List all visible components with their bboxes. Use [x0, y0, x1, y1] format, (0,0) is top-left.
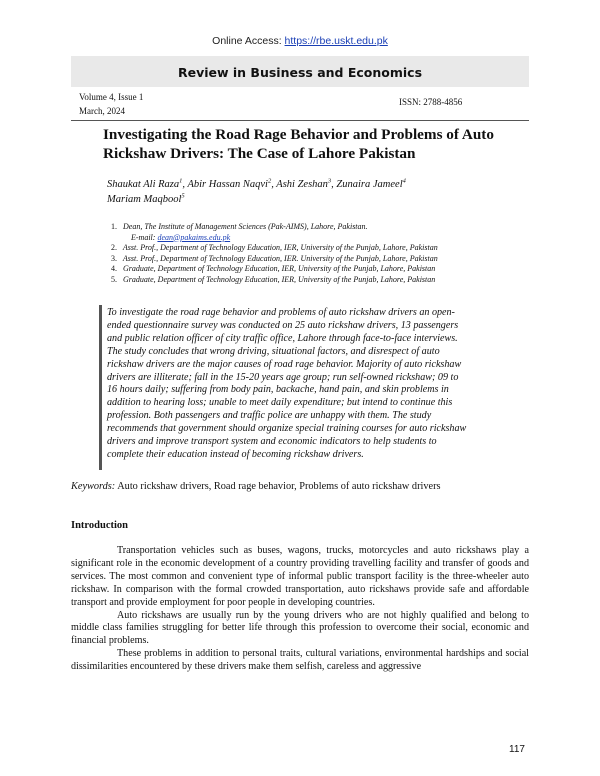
author-sup: 1	[179, 177, 183, 185]
author-sup: 3	[327, 177, 332, 185]
journal-url-link[interactable]: https://rbe.uskt.edu.pk	[284, 35, 388, 47]
paper-title	[103, 125, 523, 163]
email-label: E-mail:	[131, 232, 158, 242]
abstract-line: recommends that government should organize special training courses for auto rickshaw	[107, 423, 467, 435]
affiliation-number: 2.	[111, 243, 117, 252]
affiliation-number: 1.	[111, 222, 117, 231]
paragraph: These problems in addition to personal traits, cultural variations, environmental hardships and social dissimilarities encountered by these drivers make them selfish, careless and aggressive	[71, 648, 529, 673]
author-name: Zunaira Jameel	[336, 179, 403, 190]
affiliation-text: Asst. Prof., Department of Technology Education, IER, University of the Punjab, Lahore, Pakistan	[122, 243, 438, 252]
section-heading-introduction: Introduction	[71, 520, 128, 531]
affiliation-text: Asst. Prof., Department of Technology Education, IER. University of the Punjab, Lahore, Pakistan	[122, 253, 438, 263]
issue-info	[79, 90, 143, 118]
author-sep: ,	[331, 179, 337, 190]
affiliation-text: Graduate, Department of Technology Education, IER, University of the Punjab, Lahore, Pakistan	[123, 274, 436, 284]
abstract-line: ended questionnaire survey was conducted on 25 auto rickshaw drivers, 13 passengers	[107, 319, 459, 331]
affiliation-item	[111, 254, 531, 265]
affiliation-number: 4.	[111, 264, 117, 273]
paragraph: Auto rickshaws are usually run by the young drivers who are not highly qualified and belong to middle class families struggling for better life through this profession to overcome their social, economic and financial problems.	[71, 609, 529, 647]
author-name: Shaukat Ali Raza	[107, 179, 180, 190]
affiliation-item	[111, 222, 531, 233]
abstract-bar	[99, 305, 102, 470]
author-list	[107, 177, 527, 207]
author-sup: 5	[181, 192, 185, 200]
affiliation-number: 5.	[111, 274, 117, 284]
journal-header-band	[71, 56, 529, 87]
author-name: Abir Hassan Naqvi	[187, 179, 268, 190]
abstract-line: and public relation officer of city traffic office, Lahore through face-to-face interviews.	[107, 332, 458, 344]
abstract-line: complete their education instead of becoming rickshaw drivers.	[107, 448, 364, 460]
affiliation-item	[111, 243, 531, 254]
affiliations	[111, 222, 531, 285]
abstract-line: drivers are illiterate; fall in the 15-20 years age group; run self-owned rickshaw; 09 to	[107, 371, 459, 383]
affiliation-email-row	[111, 233, 531, 244]
author-name: Ashi Zeshan	[276, 179, 328, 190]
affiliation-text: Dean, The Institute of Management Sciences (Pak-AIMS), Lahore, Pakistan.	[123, 222, 368, 231]
issn: ISSN: 2788-4856	[399, 97, 463, 107]
keywords-text: Auto rickshaw drivers, Road rage behavior, Problems of auto rickshaw drivers	[115, 481, 441, 492]
online-access-label: Online Access:	[212, 35, 285, 47]
author-sep: ,	[182, 179, 188, 190]
journal-title: Review in Business and Economics	[177, 65, 423, 80]
affiliation-text: Graduate, Department of Technology Education, IER, University of the Punjab, Lahore, Pakistan	[123, 264, 436, 273]
author-name: Mariam Maqbool	[107, 194, 182, 205]
volume-issue: Volume 4, Issue 1	[79, 92, 144, 102]
author-line	[107, 192, 527, 207]
header-divider	[71, 120, 529, 121]
affiliation-number: 3.	[111, 253, 117, 263]
affiliation-item	[111, 264, 531, 275]
abstract-line: drivers and improve transport system and economic indicators to help students to	[107, 436, 437, 448]
abstract-line: 16 hours daily; suffering from body pain, backache, hand pain, and skin problems in	[107, 384, 449, 396]
abstract-line: profession. Both passengers and traffic police are unhappy with them. The study	[107, 410, 432, 422]
abstract-line: To investigate the road rage behavior and problems of auto rickshaw drivers an open-	[107, 307, 455, 318]
author-line	[107, 177, 527, 192]
abstract	[107, 307, 530, 462]
email-link[interactable]: dean@pakaims.edu.pk	[157, 232, 231, 242]
affiliation-item	[111, 275, 531, 286]
paper-title-line: Rickshaw Drivers: The Case of Lahore Pakistan	[103, 145, 416, 162]
paper-title-line: Investigating the Road Rage Behavior and Problems of Auto	[103, 126, 494, 143]
author-sup: 2	[267, 177, 272, 185]
keywords	[71, 481, 531, 492]
abstract-line: rickshaw drivers are the major causes of road rage behavior. Majority of auto rickshaw	[107, 358, 462, 370]
page-number: 117	[509, 744, 525, 755]
introduction-body	[71, 545, 529, 674]
issue-date: March, 2024	[79, 106, 125, 116]
abstract-line: addition to hearing loss; unable to meet daily expenditure; but intend to continue this	[107, 397, 453, 409]
author-sep: ,	[271, 179, 277, 190]
online-access	[0, 35, 600, 47]
author-sup: 4	[402, 177, 406, 185]
paragraph: Transportation vehicles such as buses, wagons, trucks, motorcycles and auto rickshaws play a significant role in the economic development of a country providing travelling facility and transfer of goods and services. The most common and convenient type of informal public transport facility is the three-wheeler auto rickshaw. In comparison with the formal crowded transportation, auto rickshaws provide safe and affordable transport and provide employment for poor people in developing countries.	[71, 545, 529, 608]
keywords-label: Keywords:	[71, 481, 116, 492]
abstract-line: The study concludes that wrong driving, situational factors, and disrespect of auto	[107, 345, 440, 357]
